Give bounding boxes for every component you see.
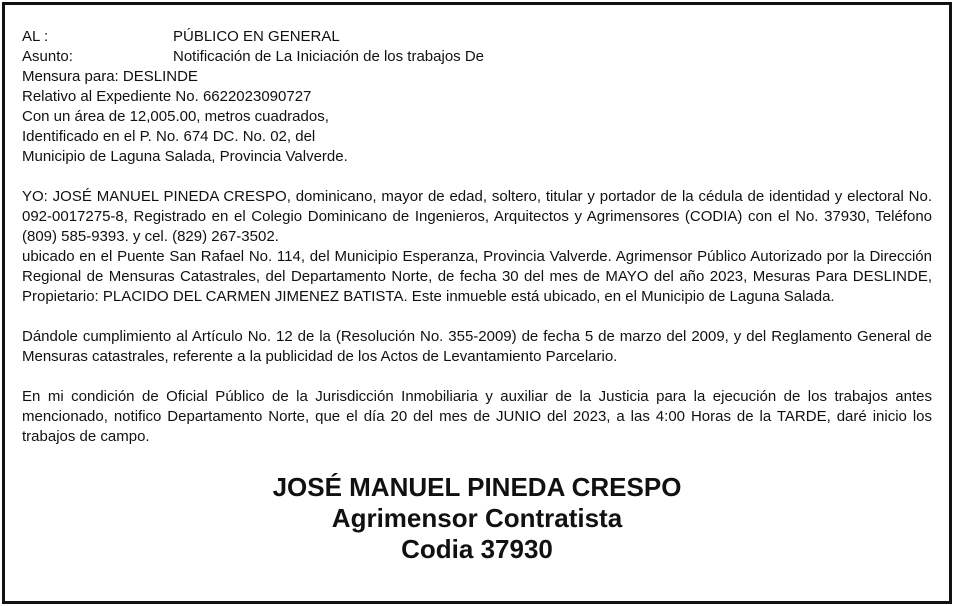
area-line: Con un área de 12,005.00, metros cuadrados, [22, 108, 329, 125]
municipio-line: Municipio de Laguna Salada, Provincia Valverde. [22, 148, 348, 165]
signature-title: Agrimensor Contratista [331, 503, 623, 533]
compliance-text: Dándole cumplimiento al Artículo No. 12 de la (Resolución No. 355-2009) de fecha 5 de marzo del 2009, y del Reglamento General de Mensuras catastrales, referente a la publicidad de los Actos de Levantamiento Parcelario. [22, 328, 932, 365]
al-row [22, 27, 932, 47]
declarant-text: YO: JOSÉ MANUEL PINEDA CRESPO, dominicano, mayor de edad, soltero, titular y portador de la cédula de identidad y electoral No. 092-0017275-8, Registrado en el Colegio Dominicano de Ingenieros, Arquitectos y Agrimensores (CODIA) con el No. 37930, Teléfono (809) 585-9393. y cel. (829) 267-3502. [22, 188, 932, 245]
location-text: ubicado en el Puente San Rafael No. 114, del Municipio Esperanza, Provincia Valverde. Agrimensor Público Autorizado por la Dirección Regional de Mensuras Catastrales, del Departamento Norte, de fecha 30 del mes de MAYO del año 2023, Mesuras Para DESLINDE, Propietario: PLACIDO DEL CARMEN JIMENEZ BATISTA. Este inmueble está ubicado, en el Municipio de Laguna Salada. [22, 248, 932, 305]
asunto-value: Notificación de La Iniciación de los trabajos De [173, 48, 485, 65]
asunto-label: Asunto: [22, 48, 73, 65]
signature-codia: Codia 37930 [401, 534, 553, 564]
paragraph-compliance [22, 327, 932, 367]
mensura-line: Mensura para: DESLINDE [22, 68, 198, 85]
signature-block [22, 472, 932, 565]
notification-text: En mi condición de Oficial Público de la Jurisdicción Inmobiliaria y auxiliar de la Justicia para la ejecución de los trabajos antes mencionado, notifico Departamento Norte, que el día 20 del mes de JUNIO del 2023, a las 4:00 Horas de la TARDE, daré inicio los trabajos de campo. [22, 388, 932, 445]
al-value: PÚBLICO EN GENERAL [173, 28, 340, 45]
signature-name: JOSÉ MANUEL PINEDA CRESPO [272, 472, 682, 502]
notice-frame [2, 2, 952, 604]
paragraph-declarant [22, 187, 932, 307]
paragraph-notification [22, 387, 932, 447]
notice-content [22, 27, 932, 565]
parcela-line: Identificado en el P. No. 674 DC. No. 02, del [22, 128, 316, 145]
al-label: AL : [22, 28, 49, 45]
expediente-line: Relativo al Expediente No. 6622023090727 [22, 88, 312, 105]
asunto-row [22, 47, 932, 67]
